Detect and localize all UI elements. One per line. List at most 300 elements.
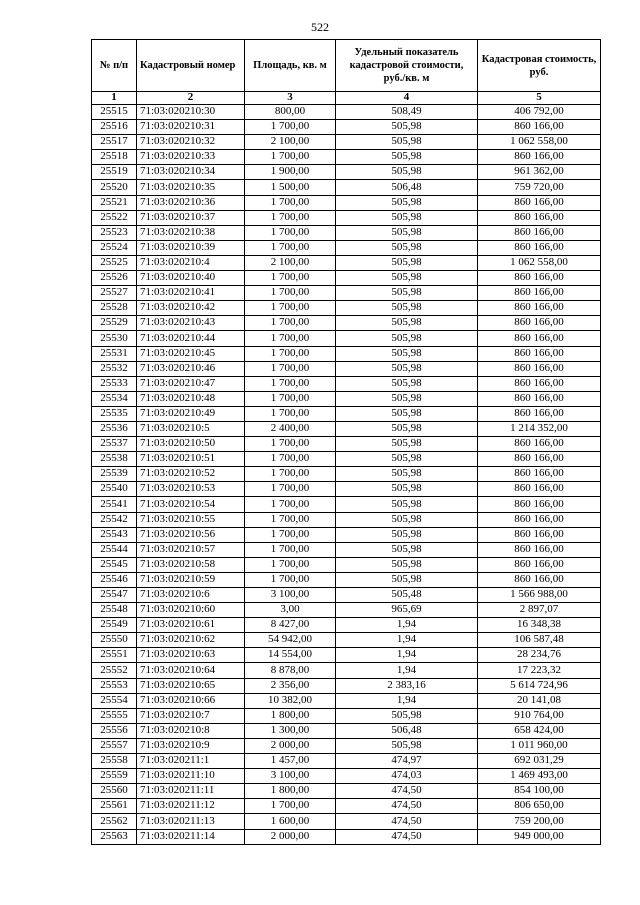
cadastral-number-cell: 71:03:020211:10 xyxy=(137,769,245,784)
unit-value-cell: 505,98 xyxy=(336,165,478,180)
cadastral-value-cell: 860 166,00 xyxy=(478,482,601,497)
cadastral-value-cell: 16 348,38 xyxy=(478,618,601,633)
row-number-cell: 25526 xyxy=(92,271,137,286)
row-number-cell: 25546 xyxy=(92,572,137,587)
table-row xyxy=(92,195,601,210)
table-row xyxy=(92,769,601,784)
cadastral-value-cell: 2 897,07 xyxy=(478,603,601,618)
cadastral-number-cell: 71:03:020210:39 xyxy=(137,240,245,255)
unit-value-cell: 505,98 xyxy=(336,527,478,542)
area-cell: 1 700,00 xyxy=(245,346,336,361)
table-row xyxy=(92,738,601,753)
cadastral-value-cell: 860 166,00 xyxy=(478,346,601,361)
cadastral-number-cell: 71:03:020210:46 xyxy=(137,361,245,376)
unit-value-cell: 505,98 xyxy=(336,452,478,467)
cadastral-value-cell: 1 062 558,00 xyxy=(478,135,601,150)
row-number-cell: 25547 xyxy=(92,588,137,603)
unit-value-cell: 505,98 xyxy=(336,255,478,270)
cadastral-value-cell: 860 166,00 xyxy=(478,512,601,527)
cadastral-number-cell: 71:03:020211:13 xyxy=(137,814,245,829)
column-number: 3 xyxy=(245,92,336,105)
row-number-cell: 25556 xyxy=(92,723,137,738)
row-number-cell: 25537 xyxy=(92,437,137,452)
cadastral-value-cell: 860 166,00 xyxy=(478,120,601,135)
cadastral-value-cell: 860 166,00 xyxy=(478,195,601,210)
column-number: 4 xyxy=(336,92,478,105)
row-number-cell: 25543 xyxy=(92,527,137,542)
cadastral-value-cell: 860 166,00 xyxy=(478,225,601,240)
area-cell: 1 700,00 xyxy=(245,210,336,225)
cadastral-value-table xyxy=(91,39,601,845)
cadastral-number-cell: 71:03:020210:58 xyxy=(137,557,245,572)
cadastral-value-cell: 860 166,00 xyxy=(478,331,601,346)
cadastral-number-cell: 71:03:020210:54 xyxy=(137,497,245,512)
row-number-cell: 25545 xyxy=(92,557,137,572)
header-area: Площадь, кв. м xyxy=(245,40,336,92)
cadastral-value-cell: 860 166,00 xyxy=(478,437,601,452)
unit-value-cell: 505,98 xyxy=(336,120,478,135)
unit-value-cell: 1,94 xyxy=(336,618,478,633)
row-number-cell: 25562 xyxy=(92,814,137,829)
unit-value-cell: 505,98 xyxy=(336,557,478,572)
row-number-cell: 25534 xyxy=(92,391,137,406)
row-number-cell: 25559 xyxy=(92,769,137,784)
cadastral-number-cell: 71:03:020210:51 xyxy=(137,452,245,467)
table-row xyxy=(92,452,601,467)
unit-value-cell: 505,98 xyxy=(336,482,478,497)
cadastral-number-cell: 71:03:020210:8 xyxy=(137,723,245,738)
unit-value-cell: 505,98 xyxy=(336,512,478,527)
cadastral-number-cell: 71:03:020210:49 xyxy=(137,406,245,421)
unit-value-cell: 2 383,16 xyxy=(336,678,478,693)
cadastral-value-cell: 910 764,00 xyxy=(478,708,601,723)
cadastral-number-cell: 71:03:020210:9 xyxy=(137,738,245,753)
table-row xyxy=(92,120,601,135)
cadastral-value-cell: 860 166,00 xyxy=(478,497,601,512)
area-cell: 1 700,00 xyxy=(245,240,336,255)
cadastral-number-cell: 71:03:020210:64 xyxy=(137,663,245,678)
cadastral-value-cell: 860 166,00 xyxy=(478,557,601,572)
area-cell: 1 700,00 xyxy=(245,467,336,482)
cadastral-number-cell: 71:03:020210:33 xyxy=(137,150,245,165)
unit-value-cell: 1,94 xyxy=(336,663,478,678)
cadastral-number-cell: 71:03:020210:44 xyxy=(137,331,245,346)
area-cell: 1 700,00 xyxy=(245,572,336,587)
table-row xyxy=(92,557,601,572)
cadastral-value-cell: 692 031,29 xyxy=(478,754,601,769)
row-number-cell: 25523 xyxy=(92,225,137,240)
cadastral-number-cell: 71:03:020210:42 xyxy=(137,301,245,316)
unit-value-cell: 505,98 xyxy=(336,135,478,150)
row-number-cell: 25555 xyxy=(92,708,137,723)
area-cell: 14 554,00 xyxy=(245,648,336,663)
table-row xyxy=(92,255,601,270)
area-cell: 800,00 xyxy=(245,105,336,120)
page-number: 522 xyxy=(311,20,329,34)
row-number-cell: 25538 xyxy=(92,452,137,467)
cadastral-number-cell: 71:03:020210:48 xyxy=(137,391,245,406)
table-row xyxy=(92,588,601,603)
cadastral-value-cell: 1 469 493,00 xyxy=(478,769,601,784)
table-row xyxy=(92,165,601,180)
cadastral-value-cell: 20 141,08 xyxy=(478,693,601,708)
area-cell: 1 800,00 xyxy=(245,784,336,799)
cadastral-number-cell: 71:03:020210:61 xyxy=(137,618,245,633)
area-cell: 1 900,00 xyxy=(245,165,336,180)
row-number-cell: 25541 xyxy=(92,497,137,512)
area-cell: 1 700,00 xyxy=(245,361,336,376)
row-number-cell: 25551 xyxy=(92,648,137,663)
unit-value-cell: 474,97 xyxy=(336,754,478,769)
cadastral-number-cell: 71:03:020211:12 xyxy=(137,799,245,814)
unit-value-cell: 505,98 xyxy=(336,316,478,331)
cadastral-value-cell: 1 011 960,00 xyxy=(478,738,601,753)
area-cell: 1 600,00 xyxy=(245,814,336,829)
area-cell: 8 878,00 xyxy=(245,663,336,678)
table-row xyxy=(92,723,601,738)
row-number-cell: 25553 xyxy=(92,678,137,693)
row-number-cell: 25549 xyxy=(92,618,137,633)
unit-value-cell: 505,98 xyxy=(336,240,478,255)
area-cell: 1 700,00 xyxy=(245,542,336,557)
cadastral-value-cell: 860 166,00 xyxy=(478,527,601,542)
unit-value-cell: 505,98 xyxy=(336,391,478,406)
row-number-cell: 25515 xyxy=(92,105,137,120)
cadastral-value-cell: 949 000,00 xyxy=(478,829,601,844)
area-cell: 1 700,00 xyxy=(245,225,336,240)
area-cell: 1 700,00 xyxy=(245,452,336,467)
table-row xyxy=(92,497,601,512)
cadastral-value-cell: 806 650,00 xyxy=(478,799,601,814)
row-number-cell: 25563 xyxy=(92,829,137,844)
area-cell: 2 356,00 xyxy=(245,678,336,693)
table-row xyxy=(92,271,601,286)
unit-value-cell: 505,98 xyxy=(336,467,478,482)
unit-value-cell: 505,98 xyxy=(336,271,478,286)
column-number-row xyxy=(92,92,601,105)
area-cell: 1 700,00 xyxy=(245,557,336,572)
row-number-cell: 25540 xyxy=(92,482,137,497)
row-number-cell: 25552 xyxy=(92,663,137,678)
table-row xyxy=(92,542,601,557)
cadastral-number-cell: 71:03:020210:65 xyxy=(137,678,245,693)
unit-value-cell: 505,98 xyxy=(336,346,478,361)
area-cell: 1 700,00 xyxy=(245,482,336,497)
cadastral-number-cell: 71:03:020210:34 xyxy=(137,165,245,180)
row-number-cell: 25529 xyxy=(92,316,137,331)
area-cell: 1 300,00 xyxy=(245,723,336,738)
row-number-cell: 25531 xyxy=(92,346,137,361)
table-row xyxy=(92,225,601,240)
cadastral-number-cell: 71:03:020210:35 xyxy=(137,180,245,195)
unit-value-cell: 505,98 xyxy=(336,437,478,452)
column-number: 1 xyxy=(92,92,137,105)
cadastral-number-cell: 71:03:020210:50 xyxy=(137,437,245,452)
area-cell: 1 700,00 xyxy=(245,150,336,165)
table-row xyxy=(92,437,601,452)
area-cell: 1 700,00 xyxy=(245,301,336,316)
area-cell: 8 427,00 xyxy=(245,618,336,633)
row-number-cell: 25518 xyxy=(92,150,137,165)
cadastral-number-cell: 71:03:020210:32 xyxy=(137,135,245,150)
cadastral-value-cell: 860 166,00 xyxy=(478,286,601,301)
unit-value-cell: 505,98 xyxy=(336,376,478,391)
row-number-cell: 25527 xyxy=(92,286,137,301)
cadastral-value-cell: 658 424,00 xyxy=(478,723,601,738)
table-row xyxy=(92,135,601,150)
cadastral-number-cell: 71:03:020210:53 xyxy=(137,482,245,497)
cadastral-value-cell: 1 062 558,00 xyxy=(478,255,601,270)
unit-value-cell: 505,98 xyxy=(336,421,478,436)
cadastral-number-cell: 71:03:020210:7 xyxy=(137,708,245,723)
table-row xyxy=(92,663,601,678)
area-cell: 1 700,00 xyxy=(245,437,336,452)
row-number-cell: 25554 xyxy=(92,693,137,708)
cadastral-number-cell: 71:03:020210:37 xyxy=(137,210,245,225)
unit-value-cell: 505,98 xyxy=(336,361,478,376)
header-row-number: № п/п xyxy=(92,40,137,92)
cadastral-value-cell: 5 614 724,96 xyxy=(478,678,601,693)
table-row xyxy=(92,693,601,708)
area-cell: 1 700,00 xyxy=(245,271,336,286)
header-unit-value: Удельный показатель кадастровой стоимости, руб./кв. м xyxy=(336,40,478,92)
area-cell: 1 700,00 xyxy=(245,376,336,391)
table-row xyxy=(92,527,601,542)
cadastral-number-cell: 71:03:020210:55 xyxy=(137,512,245,527)
cadastral-number-cell: 71:03:020210:63 xyxy=(137,648,245,663)
unit-value-cell: 506,48 xyxy=(336,723,478,738)
area-cell: 2 000,00 xyxy=(245,829,336,844)
cadastral-value-cell: 860 166,00 xyxy=(478,391,601,406)
table-row xyxy=(92,754,601,769)
table-row xyxy=(92,603,601,618)
table-row xyxy=(92,331,601,346)
unit-value-cell: 505,98 xyxy=(336,210,478,225)
area-cell: 1 700,00 xyxy=(245,406,336,421)
table-row xyxy=(92,105,601,120)
area-cell: 1 700,00 xyxy=(245,799,336,814)
cadastral-value-cell: 860 166,00 xyxy=(478,376,601,391)
row-number-cell: 25522 xyxy=(92,210,137,225)
area-cell: 2 100,00 xyxy=(245,255,336,270)
table-row xyxy=(92,376,601,391)
area-cell: 1 700,00 xyxy=(245,512,336,527)
area-cell: 3 100,00 xyxy=(245,588,336,603)
area-cell: 1 800,00 xyxy=(245,708,336,723)
cadastral-number-cell: 71:03:020210:52 xyxy=(137,467,245,482)
cadastral-number-cell: 71:03:020211:1 xyxy=(137,754,245,769)
row-number-cell: 25539 xyxy=(92,467,137,482)
unit-value-cell: 505,98 xyxy=(336,150,478,165)
row-number-cell: 25528 xyxy=(92,301,137,316)
table-row xyxy=(92,799,601,814)
row-number-cell: 25548 xyxy=(92,603,137,618)
unit-value-cell: 474,50 xyxy=(336,814,478,829)
table-row xyxy=(92,512,601,527)
row-number-cell: 25561 xyxy=(92,799,137,814)
unit-value-cell: 505,98 xyxy=(336,708,478,723)
cadastral-value-cell: 854 100,00 xyxy=(478,784,601,799)
cadastral-number-cell: 71:03:020210:30 xyxy=(137,105,245,120)
table-row xyxy=(92,346,601,361)
unit-value-cell: 474,50 xyxy=(336,784,478,799)
unit-value-cell: 505,98 xyxy=(336,542,478,557)
table-row xyxy=(92,708,601,723)
cadastral-number-cell: 71:03:020210:40 xyxy=(137,271,245,286)
row-number-cell: 25544 xyxy=(92,542,137,557)
table-row xyxy=(92,648,601,663)
cadastral-value-cell: 860 166,00 xyxy=(478,150,601,165)
cadastral-value-cell: 860 166,00 xyxy=(478,240,601,255)
cadastral-number-cell: 71:03:020211:11 xyxy=(137,784,245,799)
cadastral-number-cell: 71:03:020210:6 xyxy=(137,588,245,603)
column-number: 2 xyxy=(137,92,245,105)
row-number-cell: 25533 xyxy=(92,376,137,391)
unit-value-cell: 505,98 xyxy=(336,738,478,753)
area-cell: 1 700,00 xyxy=(245,391,336,406)
row-number-cell: 25525 xyxy=(92,255,137,270)
unit-value-cell: 505,98 xyxy=(336,301,478,316)
area-cell: 1 700,00 xyxy=(245,527,336,542)
unit-value-cell: 505,98 xyxy=(336,225,478,240)
table-row xyxy=(92,814,601,829)
cadastral-value-cell: 860 166,00 xyxy=(478,406,601,421)
header-cadastral-value: Кадастровая стоимость, руб. xyxy=(478,40,601,92)
cadastral-number-cell: 71:03:020210:45 xyxy=(137,346,245,361)
row-number-cell: 25520 xyxy=(92,180,137,195)
area-cell: 2 100,00 xyxy=(245,135,336,150)
table-row xyxy=(92,391,601,406)
unit-value-cell: 505,98 xyxy=(336,286,478,301)
cadastral-number-cell: 71:03:020211:14 xyxy=(137,829,245,844)
unit-value-cell: 505,98 xyxy=(336,406,478,421)
cadastral-number-cell: 71:03:020210:43 xyxy=(137,316,245,331)
cadastral-value-cell: 961 362,00 xyxy=(478,165,601,180)
cadastral-value-cell: 1 214 352,00 xyxy=(478,421,601,436)
area-cell: 1 500,00 xyxy=(245,180,336,195)
unit-value-cell: 508,49 xyxy=(336,105,478,120)
cadastral-value-cell: 759 720,00 xyxy=(478,180,601,195)
unit-value-cell: 505,98 xyxy=(336,331,478,346)
row-number-cell: 25536 xyxy=(92,421,137,436)
table-row xyxy=(92,210,601,225)
unit-value-cell: 505,98 xyxy=(336,497,478,512)
table-body xyxy=(92,105,601,845)
table-row xyxy=(92,180,601,195)
cadastral-value-cell: 860 166,00 xyxy=(478,467,601,482)
row-number-cell: 25557 xyxy=(92,738,137,753)
cadastral-value-cell: 860 166,00 xyxy=(478,210,601,225)
table-row xyxy=(92,361,601,376)
unit-value-cell: 505,48 xyxy=(336,588,478,603)
row-number-cell: 25519 xyxy=(92,165,137,180)
cadastral-value-cell: 860 166,00 xyxy=(478,316,601,331)
unit-value-cell: 1,94 xyxy=(336,693,478,708)
table-row xyxy=(92,240,601,255)
unit-value-cell: 1,94 xyxy=(336,633,478,648)
cadastral-number-cell: 71:03:020210:5 xyxy=(137,421,245,436)
table-row xyxy=(92,421,601,436)
row-number-cell: 25530 xyxy=(92,331,137,346)
cadastral-number-cell: 71:03:020210:57 xyxy=(137,542,245,557)
area-cell: 3,00 xyxy=(245,603,336,618)
header-cadastral-number: Кадастровый номер xyxy=(137,40,245,92)
table-row xyxy=(92,784,601,799)
cadastral-number-cell: 71:03:020210:4 xyxy=(137,255,245,270)
table-row xyxy=(92,633,601,648)
unit-value-cell: 505,98 xyxy=(336,572,478,587)
cadastral-number-cell: 71:03:020210:36 xyxy=(137,195,245,210)
unit-value-cell: 505,98 xyxy=(336,195,478,210)
cadastral-value-cell: 860 166,00 xyxy=(478,572,601,587)
row-number-cell: 25560 xyxy=(92,784,137,799)
area-cell: 1 700,00 xyxy=(245,497,336,512)
table-row xyxy=(92,406,601,421)
row-number-cell: 25542 xyxy=(92,512,137,527)
unit-value-cell: 474,03 xyxy=(336,769,478,784)
unit-value-cell: 506,48 xyxy=(336,180,478,195)
table-row xyxy=(92,301,601,316)
header-row xyxy=(92,40,601,92)
table-row xyxy=(92,316,601,331)
cadastral-value-cell: 860 166,00 xyxy=(478,301,601,316)
row-number-cell: 25535 xyxy=(92,406,137,421)
column-number: 5 xyxy=(478,92,601,105)
cadastral-number-cell: 71:03:020210:60 xyxy=(137,603,245,618)
cadastral-value-cell: 1 566 988,00 xyxy=(478,588,601,603)
unit-value-cell: 965,69 xyxy=(336,603,478,618)
cadastral-value-cell: 17 223,32 xyxy=(478,663,601,678)
cadastral-value-cell: 860 166,00 xyxy=(478,542,601,557)
table-row xyxy=(92,618,601,633)
area-cell: 1 700,00 xyxy=(245,195,336,210)
cadastral-value-cell: 860 166,00 xyxy=(478,271,601,286)
table-row xyxy=(92,150,601,165)
area-cell: 1 700,00 xyxy=(245,316,336,331)
row-number-cell: 25516 xyxy=(92,120,137,135)
area-cell: 2 000,00 xyxy=(245,738,336,753)
area-cell: 2 400,00 xyxy=(245,421,336,436)
row-number-cell: 25532 xyxy=(92,361,137,376)
cadastral-number-cell: 71:03:020210:56 xyxy=(137,527,245,542)
table-row xyxy=(92,286,601,301)
table-row xyxy=(92,467,601,482)
table-row xyxy=(92,678,601,693)
cadastral-value-cell: 759 200,00 xyxy=(478,814,601,829)
unit-value-cell: 1,94 xyxy=(336,648,478,663)
cadastral-value-cell: 106 587,48 xyxy=(478,633,601,648)
area-cell: 3 100,00 xyxy=(245,769,336,784)
area-cell: 54 942,00 xyxy=(245,633,336,648)
table-row xyxy=(92,829,601,844)
cadastral-value-cell: 28 234,76 xyxy=(478,648,601,663)
row-number-cell: 25558 xyxy=(92,754,137,769)
area-cell: 1 457,00 xyxy=(245,754,336,769)
cadastral-value-cell: 860 166,00 xyxy=(478,361,601,376)
cadastral-number-cell: 71:03:020210:62 xyxy=(137,633,245,648)
cadastral-value-cell: 860 166,00 xyxy=(478,452,601,467)
unit-value-cell: 474,50 xyxy=(336,829,478,844)
cadastral-number-cell: 71:03:020210:59 xyxy=(137,572,245,587)
unit-value-cell: 474,50 xyxy=(336,799,478,814)
cadastral-number-cell: 71:03:020210:38 xyxy=(137,225,245,240)
row-number-cell: 25521 xyxy=(92,195,137,210)
cadastral-number-cell: 71:03:020210:31 xyxy=(137,120,245,135)
area-cell: 1 700,00 xyxy=(245,286,336,301)
area-cell: 1 700,00 xyxy=(245,120,336,135)
table-header xyxy=(92,40,601,105)
row-number-cell: 25517 xyxy=(92,135,137,150)
